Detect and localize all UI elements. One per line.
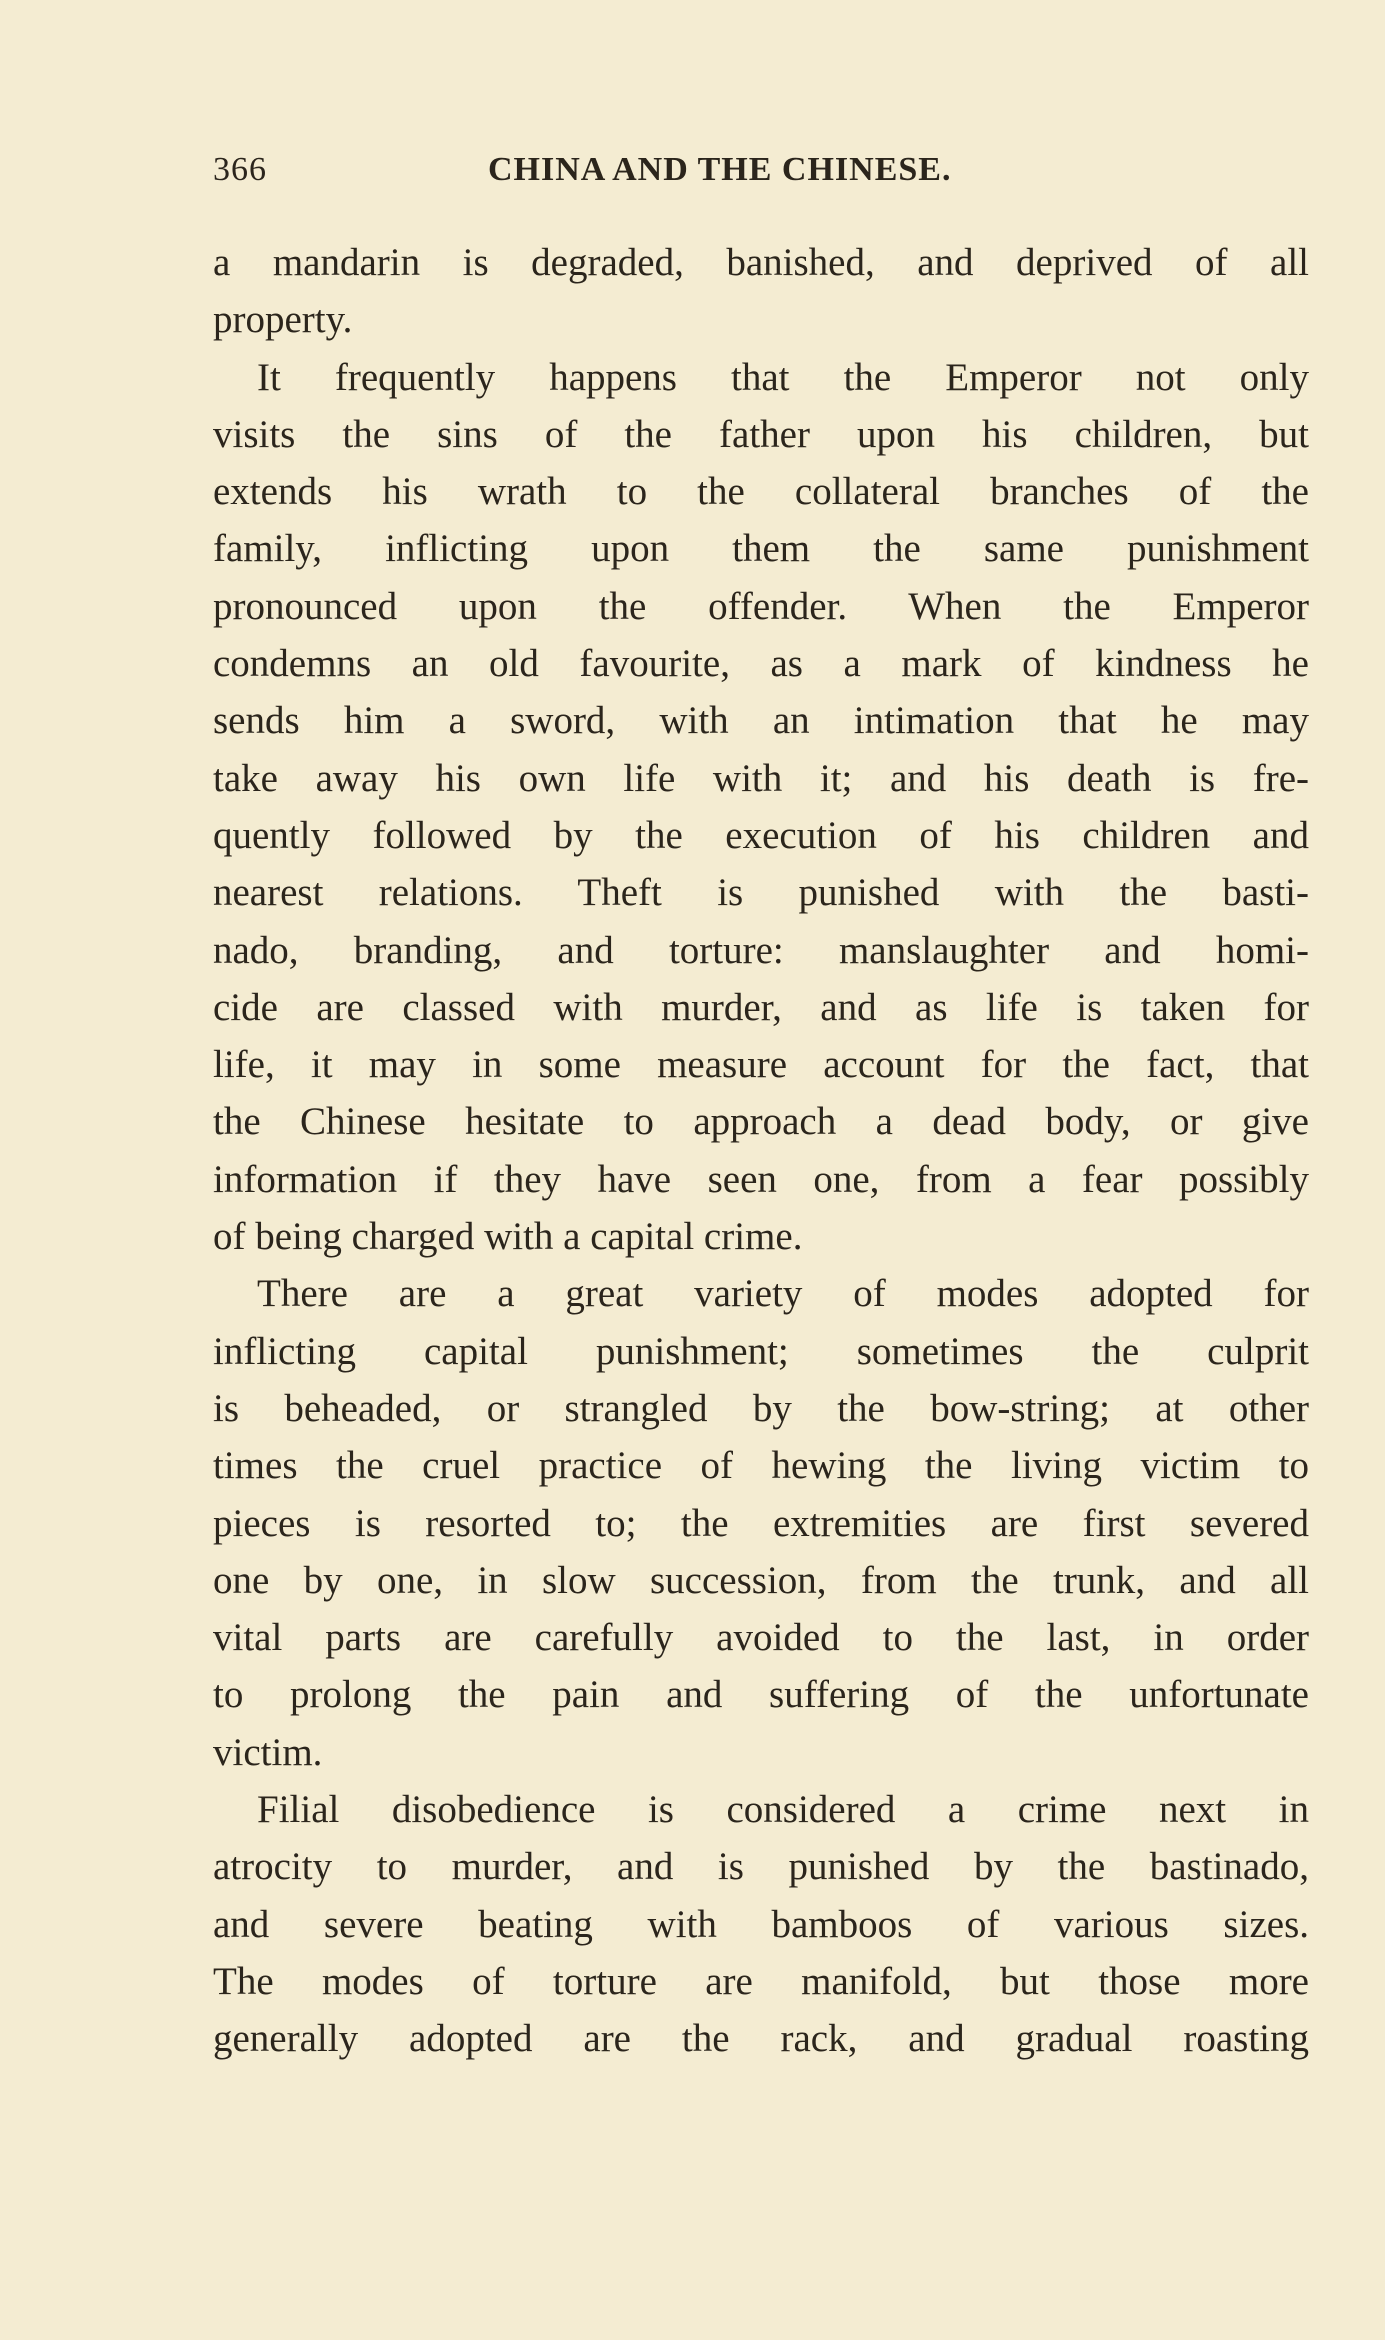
text-line: one by one, in slow succession, from the trunk, and all <box>213 1558 1309 1602</box>
text-line: visits the sins of the father upon his children, but <box>213 412 1309 456</box>
text-line: condemns an old favourite, as a mark of kindness he <box>213 642 1309 686</box>
text-line: times the cruel practice of hewing the living victim to <box>213 1444 1309 1488</box>
text-line: Filial disobedience is considered a crime next in <box>257 1788 1309 1832</box>
text-line: take away his own life with it; and his death is fre- <box>213 756 1309 800</box>
text-line: It frequently happens that the Emperor not only <box>257 355 1309 399</box>
text-line: extends his wrath to the collateral branches of the <box>213 470 1309 514</box>
text-line: There are a great variety of modes adopted for <box>257 1272 1309 1316</box>
text-line: nado, branding, and torture: manslaughter and homi- <box>213 928 1309 972</box>
text-line: life, it may in some measure account for the fact, that <box>213 1043 1309 1087</box>
text-line: of being charged with a capital crime. <box>213 1215 803 1259</box>
page-header <box>213 140 1323 200</box>
text-line: atrocity to murder, and is punished by the bastinado, <box>213 1845 1309 1889</box>
text-line: quently followed by the execution of his children and <box>213 813 1309 857</box>
running-title: CHINA AND THE CHINESE. <box>488 151 952 188</box>
text-line: pronounced upon the offender. When the Emperor <box>213 584 1309 628</box>
text-line: information if they have seen one, from a fear possibly <box>213 1157 1309 1201</box>
text-line: and severe beating with bamboos of various sizes. <box>213 1902 1309 1946</box>
text-line: a mandarin is degraded, banished, and deprived of all <box>213 241 1309 284</box>
text-line: generally adopted are the rack, and gradual roasting <box>213 2017 1309 2061</box>
page-number: 366 <box>213 151 267 188</box>
text-line: victim. <box>213 1730 323 1774</box>
text-line: pieces is resorted to; the extremities are first severed <box>213 1501 1309 1545</box>
body-text <box>213 234 1309 2068</box>
text-line: cide are classed with murder, and as life is taken for <box>213 985 1309 1029</box>
text-line: The modes of torture are manifold, but those more <box>213 1959 1309 2003</box>
text-line: inflicting capital punishment; sometimes the culprit <box>213 1329 1309 1373</box>
text-line: nearest relations. Theft is punished with the basti- <box>213 871 1309 915</box>
text-line: is beheaded, or strangled by the bow-string; at other <box>213 1386 1309 1430</box>
text-line: property. <box>213 298 353 342</box>
text-line: vital parts are carefully avoided to the last, in order <box>213 1616 1309 1660</box>
text-line: to prolong the pain and suffering of the unfortunate <box>213 1673 1309 1717</box>
text-line: sends him a sword, with an intimation that he may <box>213 699 1309 743</box>
text-line: family, inflicting upon them the same punishment <box>213 527 1309 571</box>
text-line: the Chinese hesitate to approach a dead body, or give <box>213 1100 1309 1144</box>
